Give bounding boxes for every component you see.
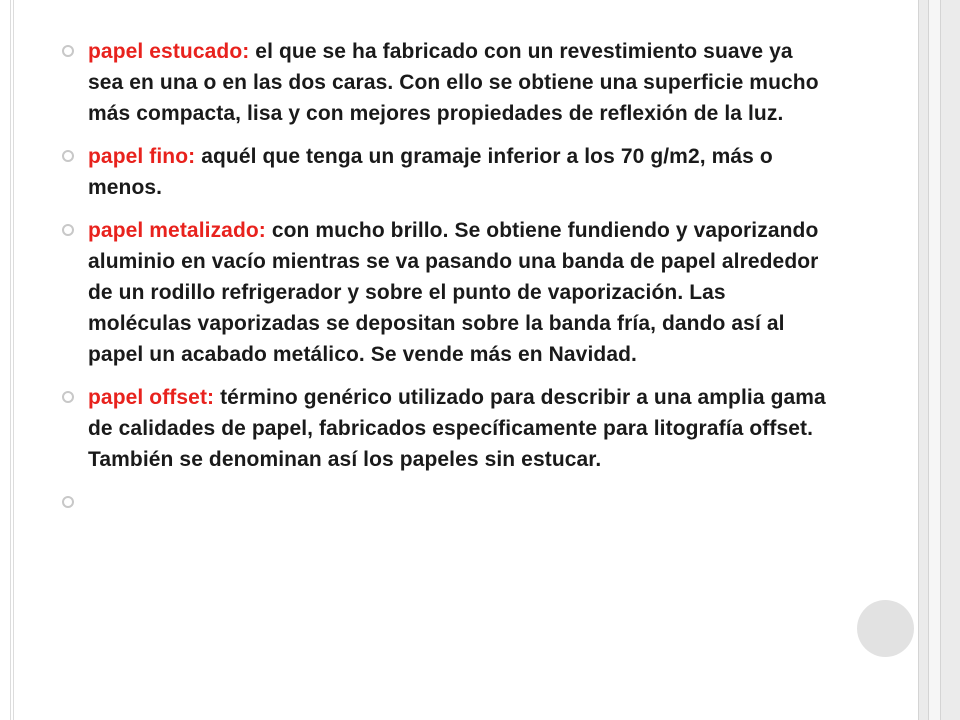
definition-text: aquél que tenga un gramaje inferior a los 70 g/m2, más o menos. <box>88 145 773 199</box>
decorative-circle <box>857 600 914 657</box>
term-label: papel offset: <box>88 386 215 409</box>
term-label: papel estucado: <box>88 40 250 63</box>
definition-text: con mucho brillo. Se obtiene fundiendo y vaporizando aluminio en vacío mientras se va pasando una banda de papel alrededor de un rodillo refrigerador y sobre el punto de vaporización. Las moléculas vaporizadas se depositan sobre la banda fría, dando así al papel un acabado metálico. Se vende más en Navidad. <box>88 219 819 366</box>
list-item-empty <box>62 487 832 518</box>
right-band-stripe-left <box>928 0 929 720</box>
hollow-circle-bullet-icon <box>62 150 74 162</box>
right-band-stripe-right <box>940 0 941 720</box>
term-label: papel fino: <box>88 145 196 168</box>
hollow-circle-bullet-icon <box>62 391 74 403</box>
term-label: papel metalizado: <box>88 219 266 242</box>
left-edge-line <box>10 0 11 720</box>
list-item <box>62 215 832 370</box>
definition-list <box>62 36 832 530</box>
hollow-circle-bullet-icon <box>62 45 74 57</box>
hollow-circle-bullet-icon <box>62 224 74 236</box>
list-item <box>62 382 832 475</box>
definition-text: término genérico utilizado para describir a una amplia gama de calidades de papel, fabricados específicamente para litografía offset. También se denominan así los papeles sin estucar. <box>88 386 826 471</box>
right-side-band-inner <box>928 0 940 720</box>
hollow-circle-bullet-icon <box>62 496 74 508</box>
definition-text: el que se ha fabricado con un revestimiento suave ya sea en una o en las dos caras. Con ello se obtiene una superficie mucho más compacta, lisa y con mejores propiedades de reflexión de la luz. <box>88 40 819 125</box>
right-band-border-left <box>918 0 919 720</box>
left-edge-line-inner <box>13 0 14 720</box>
list-item <box>62 141 832 203</box>
list-item <box>62 36 832 129</box>
